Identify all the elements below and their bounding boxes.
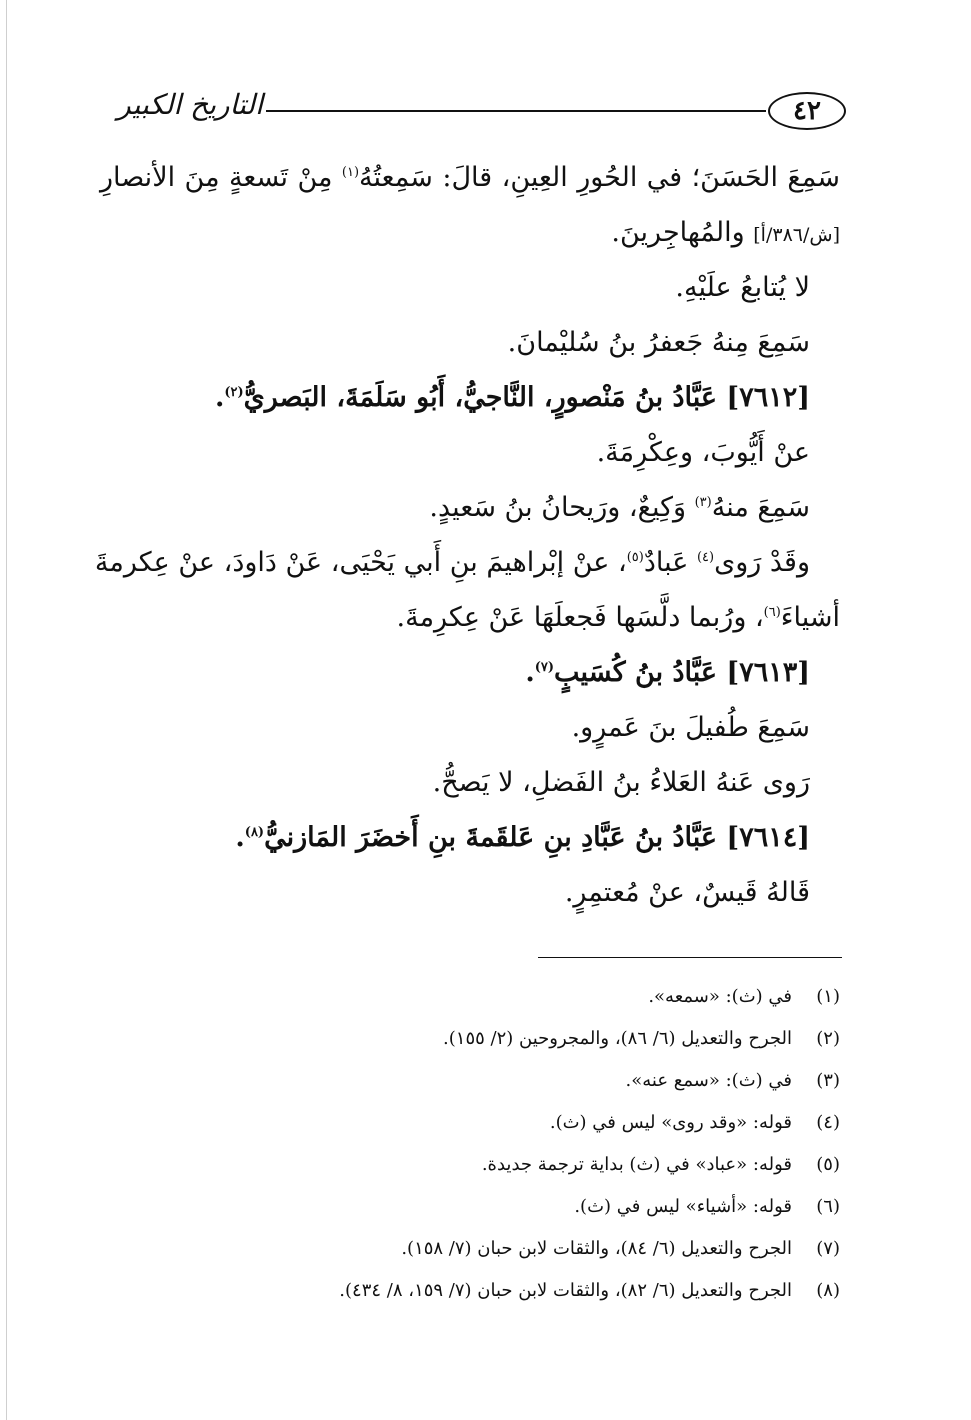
text-line-4: سَمِعَ مِنهُ جَعفرُ بنُ سُليْمانَ. xyxy=(507,327,810,358)
text-line-6: عنْ أَيُّوبَ، وعِكْرِمَةَ. xyxy=(596,437,810,468)
footnote-ref-6: (٦) xyxy=(763,605,781,620)
footnote-4: (٤)قوله: «وقد روى» ليس في (ث). xyxy=(549,1112,840,1133)
header-rule xyxy=(266,110,766,112)
footnote-ref-3: (٣) xyxy=(694,495,712,510)
footnote-ref-8: (٨) xyxy=(244,825,265,840)
footnote-7: (٧)الجرح والتعديل (٦/ ٨٤)، والثقات لابن حبان (٧/ ١٥٨). xyxy=(401,1238,840,1259)
footnote-2: (٢)الجرح والتعديل (٦/ ٨٦)، والمجروحين (٢/ ١٥٥). xyxy=(443,1028,840,1049)
text-line-9: أشياءَ$^{(٦)}$، ورُبما دلَّسَها فَجعلَهَا عَنْ عِكرِمةَ. xyxy=(396,602,840,633)
footnote-ref-4: (٤) xyxy=(696,550,715,565)
entry-heading-7613: [٧٦١٣] عَبَّادُ بنُ كُسَيبٍ$^{(٧)}$. xyxy=(525,657,810,688)
footnote-ref-2: (٢) xyxy=(224,385,244,400)
footnote-ref-5: (٥) xyxy=(626,550,644,565)
page-edge-line xyxy=(6,0,7,1420)
footnote-separator xyxy=(538,957,842,958)
page-header xyxy=(116,86,846,136)
footnotes xyxy=(200,982,840,1318)
text-line-3: لا يُتابعُ علَيْهِ. xyxy=(675,272,810,303)
footnote-3: (٣)في (ث): «سمع عنه». xyxy=(625,1070,840,1091)
text-line-12: رَوى عَنهُ العَلاءُ بنُ الفَضلِ، لا يَصحُّ. xyxy=(432,767,810,798)
entry-heading-7614: [٧٦١٤] عَبَّادُ بنُ عَبَّادِ بنِ عَلقَمةَ بنِ أَخضَرَ المَازنيُّ$^{(٨)}$. xyxy=(235,822,810,853)
manuscript-marker: [ش/٣٨٦/أ] xyxy=(753,224,840,246)
footnote-8: (٨)الجرح والتعديل (٦/ ٨٢)، والثقات لابن حبان (٧/ ١٥٩، ٨/ ٤٣٤). xyxy=(339,1280,840,1301)
text-line-1: سَمِعَ الحَسَنَ؛ في الحُورِ العِينِ، قالَ: سَمِعتُهُ$^{(١)}$ مِنْ تَسعةٍ مِنَ الأنصارِ xyxy=(100,162,840,193)
text-line-11: سَمِعَ طُفيلَ بنَ عَمرٍو. xyxy=(571,712,810,743)
footnote-1: (١)في (ث): «سمعه». xyxy=(648,986,840,1007)
text-line-8: وقَدْ رَوى$^{(٤)}$ عَبادٌ$^{(٥)}$، عنْ إبْراهيمَ بنِ أَبي يَحْيَى، عَنْ دَاودَ، عنْ عِكرمةَ xyxy=(94,547,810,578)
entry-heading-7612: [٧٦١٢] عَبَّادُ بنُ مَنْصورٍ، النَّاجيُّ، أَبُو سَلَمَةَ، البَصريُّ$^{(٢)}$. xyxy=(214,382,810,413)
text-line-7: سَمِعَ منهُ$^{(٣)}$ وَكِيعٌ، ورَيحانُ بنُ سَعيدٍ. xyxy=(429,492,810,523)
footnote-6: (٦)قوله: «أشياء» ليس في (ث). xyxy=(574,1196,840,1217)
footnote-5: (٥)قوله: «عباد» في (ث) بداية ترجمة جديدة. xyxy=(481,1154,840,1175)
main-text xyxy=(94,150,840,920)
page-number: ٤٢ xyxy=(768,92,846,130)
running-title: التاريخ الكبير xyxy=(117,88,263,121)
text-line-14: قَالهُ قَيسٌ، عنْ مُعتمِرٍ. xyxy=(564,877,810,908)
footnote-ref-1: (١) xyxy=(341,165,360,180)
text-line-2: [ش/٣٨٦/أ] والمُهاجِرينَ. xyxy=(611,217,840,248)
footnote-ref-7: (٧) xyxy=(534,660,555,675)
